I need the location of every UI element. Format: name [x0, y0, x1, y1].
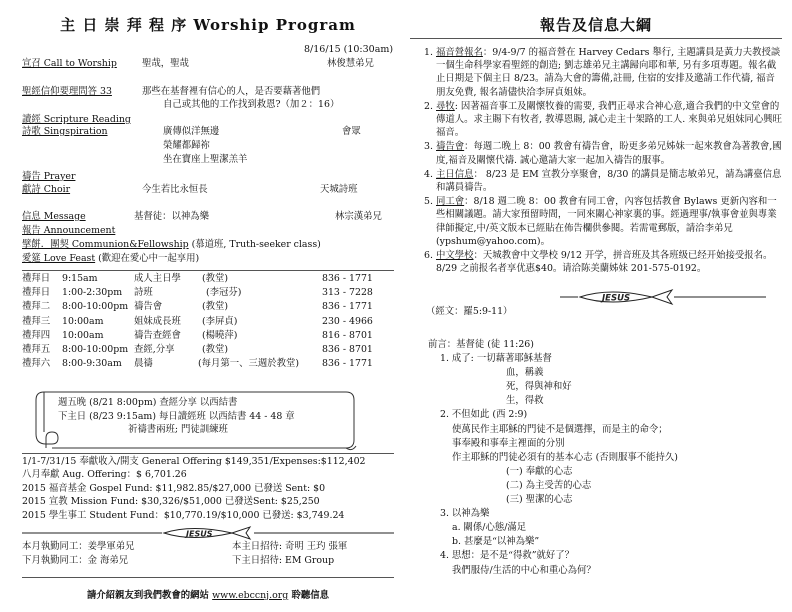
- sermon-line: 3. 以神為樂: [440, 508, 490, 520]
- sermon-line: 1. 成了: 一切藉著耶穌基督: [440, 353, 552, 365]
- scroll-text: [58, 396, 295, 437]
- schedule-event: 禱告查經會: [134, 329, 181, 341]
- schedule-day: 禮拜三: [22, 315, 51, 327]
- announcement-item: [424, 140, 784, 166]
- next-month-worker: 下月執勤同工：金 海弟兄: [22, 555, 129, 566]
- schedule-place: (教堂): [202, 301, 229, 313]
- finance-line: 八月奉獻 Aug. Offering：$ 6,701.26: [22, 469, 187, 481]
- schedule-event: 詩班: [134, 287, 153, 299]
- website-link[interactable]: www.ebccnj.org: [212, 590, 289, 601]
- schedule-place: (每月第一、三週於教堂): [198, 358, 300, 370]
- choir-row: [22, 184, 358, 196]
- schedule-day: 禮拜日: [22, 287, 51, 299]
- announcements-column: [410, 0, 782, 612]
- call-to-worship-person: 林俊慧弟兄: [327, 58, 374, 69]
- schedule-time: 1:00-2:30pm: [62, 287, 123, 299]
- item-number: 6.: [424, 250, 433, 262]
- workers-row: [22, 555, 394, 569]
- item-number: 2.: [424, 100, 433, 112]
- fish-label: JESUS: [602, 293, 631, 304]
- singspiration-person: 會眾: [342, 126, 361, 137]
- workers-row: [22, 541, 394, 555]
- item-text: ：每週二晚上 8：00 教會有禱告會，盼更多弟兄姊妹一起來教會為著教會,國度,福音及關懷代禱. 誠心邀請大家一起加入禱告的服事。: [436, 141, 782, 166]
- schedule-row: [22, 273, 394, 287]
- schedule-time: 10:00am: [62, 315, 104, 327]
- catechism-content: 那些在基督裡有信心的人，是否要藉著他們: [142, 86, 321, 97]
- announcement-item: [424, 195, 784, 248]
- divider: [22, 577, 394, 578]
- schedule-row: [22, 330, 394, 344]
- catechism-label: 聖經信仰要理問答 33: [22, 86, 112, 97]
- item-number: 5.: [424, 196, 433, 208]
- sermon-line: 前言：基督徒 (徒 11:26): [428, 339, 534, 350]
- schedule-row: [22, 358, 394, 372]
- schedule-row: [22, 316, 394, 330]
- item-text: ： 8/23 是 EM 宣教分享聚會，8/30 的講員是簡志敏弟兄，請為講臺信息和講員禱告。: [436, 168, 782, 194]
- website-prefix: 請介紹親友到我們教會的網站: [87, 590, 213, 601]
- catechism-row: [22, 86, 321, 98]
- sermon-line: 死，得與神和好: [506, 381, 572, 393]
- finance-line: 1/1-7/31/15 奉獻收入/開支 General Offering $149,351/Expenses:$112,402: [22, 456, 366, 467]
- message-content: 基督徒：以神為樂: [134, 211, 210, 222]
- ichthys-fish-icon: [560, 289, 770, 305]
- item-text: ：9/4-9/7 的福音營在 Harvey Cedars 舉行, 主題講員是黃力夫教授談一個生命科學家看聖經的創造; 劉志雄弟兄主講歸向耶和華, 另有多項專題。報名截止日期是下個主日 8/23。請為大會的籌備,註冊, 住宿的安排及邀請工作代禱, 福音朋友免費, 報名請儘快洽李屏貞姐妹。: [436, 47, 781, 98]
- website-note: [22, 590, 394, 602]
- schedule-event: 姐妹成長班: [134, 315, 181, 327]
- choir-label: 獻詩 Choir: [22, 184, 71, 195]
- schedule-day: 禮拜五: [22, 343, 51, 355]
- sermon-line: 事奉殿和事奉主裡面的分別: [452, 437, 565, 449]
- sermon-line: 生，得救: [506, 395, 544, 407]
- announcement-item: [424, 100, 784, 140]
- divider: [22, 453, 394, 454]
- communion-content: (慕道班, Truth-seeker class): [191, 239, 321, 250]
- schedule-event: 查經,分享: [134, 343, 175, 355]
- schedule-time: 9:15am: [62, 273, 98, 284]
- schedule-place: (教堂): [202, 343, 229, 355]
- song-3: 坐在寶座上聖潔羔羊: [163, 154, 248, 165]
- schedule-day: 禮拜四: [22, 329, 51, 341]
- choir-person: 天城詩班: [320, 184, 358, 195]
- schedule-phone: 816 - 8701: [322, 329, 373, 341]
- finance-summary: [22, 456, 394, 523]
- sermon-line: (二) 為主受苦的心志: [506, 479, 592, 491]
- workers: [22, 541, 394, 569]
- item-title: 尋牧: [436, 100, 455, 112]
- divider: [22, 270, 394, 271]
- schedule-phone: 836 - 1771: [322, 273, 373, 284]
- schedule-phone: 230 - 4966: [322, 315, 373, 327]
- announcements-title: 報告及信息大綱: [539, 16, 652, 34]
- message-row: [22, 211, 382, 223]
- schedule-day: 禮拜二: [22, 301, 51, 313]
- website-suffix: 聆聽信息: [288, 590, 329, 601]
- song-2: 榮耀都歸祢: [163, 140, 210, 151]
- schedule-phone: 836 - 1771: [322, 301, 373, 313]
- divider: [410, 38, 782, 39]
- item-text: ：8/18 週二晚 8：00 教會有同工會，內容包括教會 Bylaws 更新內容和一些相關議題。請大家預留時間，一同來關心神家裏的事。經過理事/執事會並與專業律師擬定,中/英文版本已經貼在佈告欄供參閱。若需電郵版，請洽李弟兄(ypshum@yahoo.com)。: [436, 196, 777, 247]
- item-text: : 因著福音事工及關懷牧養的需要, 我們正尋求合神心意,適合我們的中文堂會的傳道人。求主賜下有牧者, 教導恩賜, 誠心走主十架路的工人. 來與弟兄姐妹同心興旺福音。: [436, 100, 783, 139]
- scroll-line-1: 週五晚 (8/21 8:00pm) 查經分享 以西結書: [58, 397, 238, 408]
- fish-divider: [560, 289, 770, 309]
- schedule-phone: 836 - 8701: [322, 343, 373, 355]
- sermon-line: 4. 思想：是不是“得救”就好了？: [440, 550, 575, 562]
- announcement-item: [424, 46, 784, 99]
- schedule-event: 成人主日學: [134, 273, 181, 284]
- scroll-notice: [30, 388, 360, 448]
- schedule-row: [22, 344, 394, 358]
- love-feast-label: 愛筵 Love Feast: [22, 253, 96, 264]
- schedule-phone: 836 - 1771: [322, 358, 373, 370]
- schedule-row: [22, 287, 394, 301]
- finance-line: 2015 宣教 Mission Fund: $30,326/$51,000 已發送Sent: $25,250: [22, 496, 320, 508]
- announcement-item: [424, 249, 784, 275]
- sermon-outline: [428, 338, 778, 578]
- item-text: ：天城教會中文學校 9/12 开学，拼音班及其各班级已经开始接受报名。8/29 之前报名者享优惠$40。请洽陈美蘭姊妹 201-575-0192。: [436, 250, 773, 275]
- communion-label: 擘餅．團契 Communion&Fellowship: [22, 239, 189, 250]
- schedule-time: 8:00-10:00pm: [62, 343, 129, 355]
- sermon-line: (一) 奉獻的心志: [506, 465, 573, 477]
- prayer-label: 禱告 Prayer: [22, 171, 76, 182]
- call-to-worship-content: 聖哉，聖哉: [142, 58, 189, 69]
- fish-divider: [22, 526, 394, 540]
- message-label: 信息 Message: [22, 211, 86, 222]
- item-title: 禱告會: [436, 141, 465, 153]
- scroll-line-3: 祈禱書兩班; 門徒訓練班: [128, 424, 228, 435]
- announcement-item: [424, 168, 784, 194]
- item-title: 主日信息: [436, 168, 474, 180]
- schedule-event: 晨禱: [134, 358, 153, 370]
- scroll-line-2: 下主日 (8/23 9:15am) 每日讀經班 以西結書 44 - 48 章: [58, 410, 295, 422]
- ichthys-fish-icon: [22, 526, 394, 540]
- love-feast-row: [22, 253, 199, 265]
- program-title: 主 日 崇 拜 程 序 Worship Program: [60, 16, 356, 34]
- call-to-worship-label: 宣召 Call to Worship: [22, 58, 117, 69]
- sermon-line: 2. 不但如此 (西 2:9): [440, 409, 528, 421]
- finance-line: 2015 福音基金 Gospel Fund: $11,982.85/$27,000 已發送 Sent: $0: [22, 482, 326, 494]
- item-title: 同工會: [436, 196, 465, 208]
- schedule-event: 禱告會: [134, 301, 163, 313]
- schedule-day: 禮拜日: [22, 273, 51, 284]
- sermon-line: b. 甚麼是“以神為樂”: [452, 536, 540, 548]
- worship-program-column: [22, 0, 394, 612]
- schedule-place: (李屏貞): [202, 315, 238, 327]
- scripture-reference: （經文：羅5:9-11）: [426, 306, 513, 317]
- program-date: 8/16/15 (10:30am): [304, 44, 394, 55]
- finance-line: 2015 學生事工 Student Fund：$10,770.19/$10,000 已發送: $3,749.24: [22, 509, 345, 521]
- item-number: 1.: [424, 47, 433, 58]
- sermon-line: (三) 聖潔的心志: [506, 494, 573, 506]
- item-number: 4.: [424, 168, 433, 180]
- singspiration-label: 詩歌 Singspiration: [22, 126, 108, 137]
- fish-label: JESUS: [186, 529, 213, 539]
- call-to-worship-row: [22, 58, 374, 70]
- schedule-row: [22, 301, 394, 315]
- schedule-day: 禮拜六: [22, 358, 51, 370]
- schedule-place: (教堂): [202, 273, 229, 284]
- choir-content: 今生若比永恒長: [142, 184, 208, 195]
- message-person: 林宗漢弟兄: [335, 211, 382, 222]
- announcement-label: 報告 Announcement: [22, 225, 116, 236]
- sermon-line: 血，稱義: [506, 367, 544, 379]
- scripture-reading-label: 讀經 Scripture Reading: [22, 114, 131, 125]
- schedule-time: 8:00-10:00pm: [62, 301, 129, 313]
- schedule-place: (楊曉萍): [202, 329, 238, 341]
- sermon-line: 作主耶穌的門徒必須有的基本心志 (否則服事不能持久): [452, 451, 678, 463]
- catechism-content-2: 自己或其他的工作找到救恩?（加２：16）: [163, 99, 340, 110]
- schedule-time: 8:00-9:30am: [62, 358, 122, 370]
- communion-row: [22, 239, 321, 251]
- next-sunday-host: 下主日招待: EM Group: [232, 555, 335, 566]
- sermon-line: 使萬民作主耶穌的門徒不是個選擇，而是主的命令；: [452, 423, 668, 435]
- song-1: 廣傳似洋無邊: [163, 126, 220, 137]
- schedule-time: 10:00am: [62, 329, 104, 341]
- love-feast-content: (歡迎在愛心中一起享用): [98, 253, 200, 264]
- item-title: 中文學校: [436, 250, 474, 262]
- schedule-place: (李冠芬): [206, 287, 242, 299]
- sermon-line: 我們服侍/生活的中心和重心為何？: [452, 564, 596, 576]
- weekly-schedule: [22, 273, 394, 372]
- this-month-worker: 本月執勤同工：姜學軍弟兄: [22, 541, 135, 552]
- sermon-line: a. 關係/心態/滿足: [452, 522, 527, 534]
- item-number: 3.: [424, 141, 433, 153]
- announcement-list: [424, 46, 784, 276]
- item-title: 福音營報名: [436, 47, 483, 58]
- this-sunday-host: 本主日招待: 奇明 王玓 張軍: [232, 541, 348, 552]
- schedule-phone: 313 - 7228: [322, 287, 373, 299]
